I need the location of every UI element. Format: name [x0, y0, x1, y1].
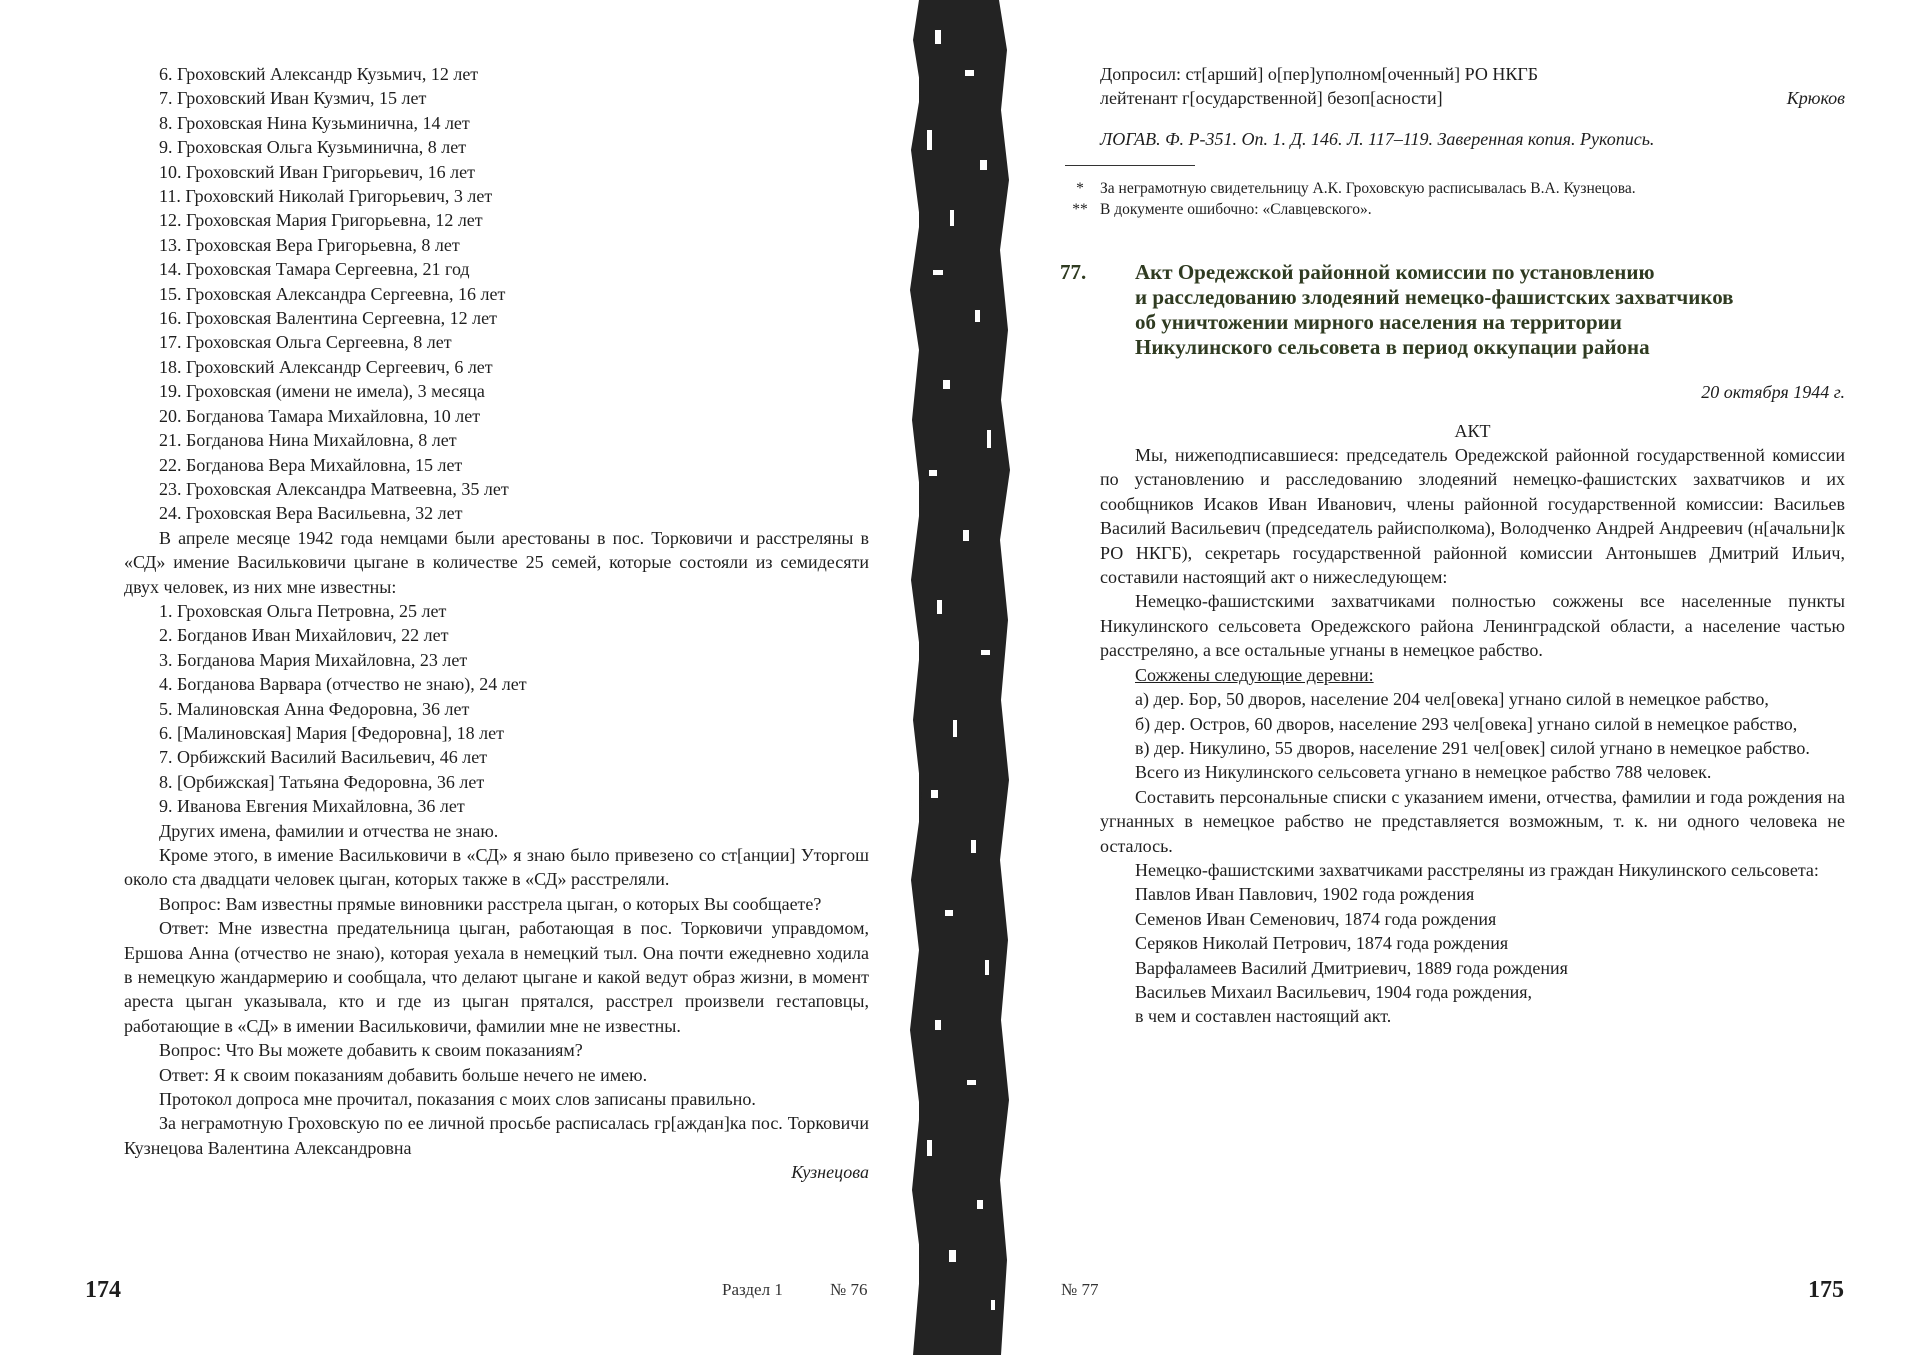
shot-citizen-item: Семенов Иван Семенович, 1874 года рождения [1135, 908, 1497, 929]
list-item: 21. Богданова Нина Михайловна, 8 лет [159, 430, 457, 451]
testimony-paragraph: Вопрос: Вам известны прямые виновники расстрела цыган, о которых Вы сообщаете? [159, 893, 822, 914]
list-item: 10. Гроховский Иван Григорьевич, 16 лет [159, 161, 475, 182]
burned-villages-heading: Сожжены следующие деревни: [1135, 664, 1374, 685]
village-item: б) дер. Остров, 60 дворов, население 293 чел[овека] угнано силой в немецкое рабство, [1135, 713, 1798, 734]
list-item: 3. Богданова Мария Михайловна, 23 лет [159, 649, 468, 670]
right-page-body [1060, 62, 1845, 1029]
document-title [1135, 260, 1734, 360]
burned-villages-heading-row [1100, 663, 1845, 687]
footnote-text: За неграмотную свидетельницу А.К. Гроховскую расписывалась В.А. Кузнецова. [1100, 180, 1636, 198]
shot-citizens-list [1100, 882, 1845, 1028]
document-title-line: и расследованию злодеяний немецко-фашистских захватчиков [1135, 285, 1734, 310]
list-item: 12. Гроховская Мария Григорьевна, 12 лет [159, 210, 483, 231]
list-item: 2. Богданов Иван Михайлович, 22 лет [159, 625, 449, 646]
document-title-line: об уничтожении мирного населения на территории [1135, 310, 1622, 335]
testimony-paragraph: Вопрос: Что Вы можете добавить к своим показаниям? [159, 1040, 583, 1061]
running-head-doc-number-right: № 77 [1061, 1280, 1099, 1299]
page-number-left: 174 [85, 1277, 121, 1303]
interrogator-line-2: лейтенант г[осударственной] безоп[асности] [1100, 88, 1443, 109]
shot-citizen-item: Павлов Иван Павлович, 1902 года рождения [1135, 884, 1475, 905]
interrogator-line-1: Допросил: ст[арший] о[пер]уполном[оченный] РО НКГБ [1100, 64, 1539, 84]
footnotes [1060, 178, 1845, 220]
list-item: 19. Гроховская (имени не имела), 3 месяца [159, 381, 485, 402]
footnote-mark: * [1076, 180, 1084, 198]
torn-spine-decoration [905, 0, 1015, 1355]
list-item: 7. Гроховский Иван Кузмич, 15 лет [159, 88, 427, 109]
village-item: в) дер. Никулино, 55 дворов, население 291 чел[овек] силой угнано в немецкое рабство. [1135, 737, 1810, 758]
shot-citizen-item: в чем и составлен настоящий акт. [1135, 1006, 1392, 1027]
villages-list [1100, 687, 1845, 760]
testimony-paragraph: Протокол допроса мне прочитал, показания с моих слов записаны правильно. [159, 1089, 756, 1110]
act-intro-paragraph: Мы, нижеподписавшиеся: председатель Оредежской районной государственной комиссии по установлению и расследованию злодеяний немецко-фашистских захватчиков и их сообщников Исаков Иван Иванович, члены районной государственной комиссии: Васильев Василий Васильевич (председатель райисполкома), Володченко Андрей Андреевич (н[ачальни]к РО НКГБ), секретарь государственной районной комиссии Антонышев Дмитрий Ильич, составили настоящий акт о нижеследующем: [1100, 445, 1845, 588]
list-item: 5. Малиновская Анна Федоровна, 36 лет [159, 698, 470, 719]
list-item: 14. Гроховская Тамара Сергеевна, 21 год [159, 259, 470, 280]
running-head-section: Раздел 1 [722, 1280, 783, 1299]
shot-citizen-item: Варфаламеев Василий Дмитриевич, 1889 года рождения [1135, 957, 1568, 978]
testimony-paragraph: Ответ: Я к своим показаниям добавить больше нечего не имею. [159, 1064, 648, 1085]
total-deported-paragraph: Всего из Никулинского сельсовета угнано в немецкое рабство 788 человек. [1135, 762, 1712, 783]
shot-citizen-item: Васильев Михаил Васильевич, 1904 года рождения, [1135, 981, 1533, 1002]
list-item: 13. Гроховская Вера Григорьевна, 8 лет [159, 234, 460, 255]
left-page-body [124, 62, 869, 1185]
list-item: 16. Гроховская Валентина Сергеевна, 12 лет [159, 308, 497, 329]
signature-kryukov: Крюков [1786, 88, 1845, 109]
act-burned-paragraph: Немецко-фашистскими захватчиками полностью сожжены все населенные пункты Никулинского сельсовета Оредежского района Ленинградской области, а население частью расстреляно, а все остальные угнаны в немецкое рабство. [1100, 591, 1845, 661]
right-page [1015, 0, 1920, 1355]
list-item: 1. Гроховская Ольга Петровна, 25 лет [159, 600, 447, 621]
document-number: 77. [1060, 260, 1087, 285]
footnote [1060, 178, 1845, 199]
victims-list-2 [124, 599, 869, 819]
victims-list-1 [124, 62, 869, 526]
footnote-text: В документе ошибочно: «Славцевского». [1100, 201, 1372, 219]
document-heading [1060, 260, 1845, 360]
list-item: 9. Гроховская Ольга Кузьминична, 8 лет [159, 137, 467, 158]
document-title-line: Никулинского сельсовета в период оккупации района [1135, 335, 1650, 360]
page-number-right: 175 [1808, 1277, 1844, 1303]
archive-reference: ЛОГАВ. Ф. Р-351. Оп. 1. Д. 146. Л. 117–119. Заверенная копия. Рукопись. [1100, 128, 1655, 149]
shot-citizen-item: Серяков Николай Петрович, 1874 года рождения [1135, 933, 1509, 954]
act-heading: АКТ [1454, 420, 1491, 441]
list-item: 24. Гроховская Вера Васильевна, 32 лет [159, 503, 463, 524]
lists-impossible-paragraph: Составить персональные списки с указанием имени, отчества, фамилии и года рождения на угнанных в немецкое рабство не представляется возможным, т. к. ни одного человека не осталось. [1100, 786, 1845, 856]
village-item: а) дер. Бор, 50 дворов, население 204 чел[овека] угнано силой в немецкое рабство, [1135, 689, 1769, 710]
list-item: 8. [Орбижская] Татьяна Федоровна, 36 лет [159, 771, 485, 792]
shot-citizens-paragraph: Немецко-фашистскими захватчиками расстреляны из граждан Никулинского сельсовета: [1135, 859, 1819, 880]
list-item: 17. Гроховская Ольга Сергеевна, 8 лет [159, 332, 452, 353]
document-title-line: Акт Оредежской районной комиссии по установлению [1135, 260, 1655, 285]
testimony-paragraph: Кроме этого, в имение Васильковичи в «СД» я знаю было привезено со ст[анции] Уторгош около ста двадцати человек цыган, которых также в «СД» расстреляли. [124, 845, 869, 890]
testimony-paragraph: За неграмотную Гроховскую по ее личной просьбе расписалась гр[аждан]ка пос. Торковичи Кузнецова Валентина Александровна [124, 1113, 869, 1158]
running-head-doc-number: № 76 [830, 1280, 868, 1299]
list-item: 11. Гроховский Николай Григорьевич, 3 лет [159, 186, 493, 207]
footnote-mark: ** [1072, 201, 1088, 219]
list-item: 23. Гроховская Александра Матвеевна, 35 лет [159, 478, 509, 499]
signature-kuznetsova: Кузнецова [791, 1162, 869, 1183]
list-item: 15. Гроховская Александра Сергеевна, 16 лет [159, 283, 506, 304]
left-page [0, 0, 905, 1355]
footnote [1060, 199, 1845, 220]
testimony-paragraph: Других имена, фамилии и отчества не знаю. [159, 820, 499, 841]
list-item: 7. Орбижский Василий Васильевич, 46 лет [159, 747, 488, 768]
testimony-paragraphs [124, 819, 869, 1161]
interrogator-line-2-row [1100, 86, 1845, 110]
testimony-paragraph: Ответ: Мне известна предательница цыган, работающая в пос. Торковичи управдомом, Ершова Анна (отчество не знаю), которая уехала в немецкий тыл. Она почти ежедневно ходила в немецкую жандармерию и сообщала, что делают цыгане и какой ведут образ жизни, в момент ареста цыган указывала, кто и где из цыган прятался, расстрел произвели гестаповцы, работающие в «СД» в имении Васильковичи, фамилии мне не известны. [124, 918, 869, 1036]
list-item: 8. Гроховская Нина Кузьминична, 14 лет [159, 112, 470, 133]
list-item: 22. Богданова Вера Михайловна, 15 лет [159, 454, 463, 475]
paragraph-april-arrests: В апреле месяце 1942 года немцами были арестованы в пос. Торковичи и расстреляны в «СД» имение Васильковичи цыгане в количестве 25 семей, которые состояли из семидесяти двух человек, из них мне известны: [124, 527, 869, 597]
list-item: 18. Гроховский Александр Сергеевич, 6 лет [159, 356, 493, 377]
list-item: 6. Гроховский Александр Кузьмич, 12 лет [159, 64, 479, 84]
footnote-rule [1065, 165, 1195, 166]
list-item: 20. Богданова Тамара Михайловна, 10 лет [159, 405, 481, 426]
list-item: 9. Иванова Евгения Михайловна, 36 лет [159, 796, 465, 817]
list-item: 4. Богданова Варвара (отчество не знаю), 24 лет [159, 674, 527, 695]
document-date: 20 октября 1944 г. [1701, 382, 1845, 403]
list-item: 6. [Малиновская] Мария [Федоровна], 18 лет [159, 722, 504, 743]
